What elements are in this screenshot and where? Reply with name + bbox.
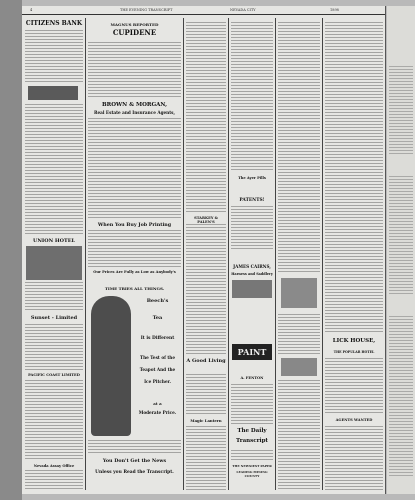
test-line: The Test of the <box>139 355 176 360</box>
teapot-line: Teapot And the <box>139 367 176 372</box>
figure-illustration <box>91 296 131 436</box>
column-4 <box>230 18 274 490</box>
good-living: A Good Living <box>186 358 226 364</box>
fenton-title: A. FENTON <box>240 376 264 380</box>
advert-block <box>281 278 317 308</box>
masthead-title: THE EVENING TRANSCRIPT <box>120 8 173 12</box>
different-line: It is Different <box>140 336 175 341</box>
sunset-limited: Sunset - Limited <box>30 315 78 321</box>
column-1 <box>24 18 84 490</box>
cairns-title: JAMES CAIRNS, <box>233 264 271 269</box>
transcript-title: Transcript <box>236 438 268 444</box>
transcript-tagline: Unless you Read the Transcript. <box>95 470 174 475</box>
news-headline: You Don't Get the News <box>102 458 167 464</box>
column-6 <box>324 18 384 490</box>
popular-hotel: THE POPULAR HOTEL <box>333 350 375 354</box>
column-2 <box>87 18 182 490</box>
column-5 <box>277 18 321 490</box>
masthead-city: NEVADA CITY <box>230 8 256 12</box>
moderate-price: Moderate Price. <box>138 410 177 415</box>
assay-office: Nevada Assay Office <box>33 464 75 468</box>
harness-subtitle: Harness and Saddlery <box>231 272 273 276</box>
union-hotel-title: UNION HOTEL <box>32 238 76 244</box>
saddle-illustration <box>232 280 272 298</box>
tea-label: Tea <box>152 315 163 321</box>
adjacent-page-edge <box>387 6 415 494</box>
at-a-line: at a <box>153 401 162 406</box>
prices-line: Our Prices Are Fully as Low as Anybody's <box>93 270 176 274</box>
masthead-date: 1898 <box>330 8 339 12</box>
brown-morgan-title: BROWN & MORGAN, <box>101 102 167 108</box>
scan-margin-left <box>0 0 22 500</box>
starkey-palen: STARKEY & PALEN'S <box>194 216 218 224</box>
cupidene-title: CUPIDENE <box>112 28 157 37</box>
hotel-illustration <box>26 246 82 280</box>
job-printing: When You Buy Job Printing <box>97 222 172 228</box>
real-estate-subtitle: Real Estate and Insurance Agents, <box>94 110 175 115</box>
ice-pitcher-line: Ice Pitcher. <box>144 379 171 384</box>
magnus-title: MAGNUS REPORTED <box>110 22 159 27</box>
organ-illustration <box>281 358 317 376</box>
agents-wanted: AGENTS WANTED <box>335 418 373 422</box>
masthead-rule <box>22 14 385 15</box>
time-tries: TIME TRIES ALL THINGS. <box>104 286 165 291</box>
column-3 <box>185 18 227 490</box>
beech-brand: Beech's <box>146 298 169 304</box>
newsiest-paper: THE NEWSIEST PAPER <box>232 464 272 468</box>
mining-county: LEADING MINING COUNTY <box>236 470 268 478</box>
lick-house: LICK HOUSE, <box>332 338 376 344</box>
daily-title: The Daily <box>237 428 267 434</box>
bank-title: CITIZENS BANK <box>25 20 83 27</box>
pacific-coast-limited: PACIFIC COAST LIMITED <box>28 373 80 377</box>
railroad-ad <box>28 86 78 100</box>
paint-ad: PAINT <box>232 344 272 360</box>
ayer-pills: The Ayer Pills <box>238 176 266 180</box>
magic-lantern: Magic Lantern <box>190 418 222 423</box>
patents-title: PATENTS! <box>239 198 265 203</box>
page-number: 4 <box>30 8 33 12</box>
